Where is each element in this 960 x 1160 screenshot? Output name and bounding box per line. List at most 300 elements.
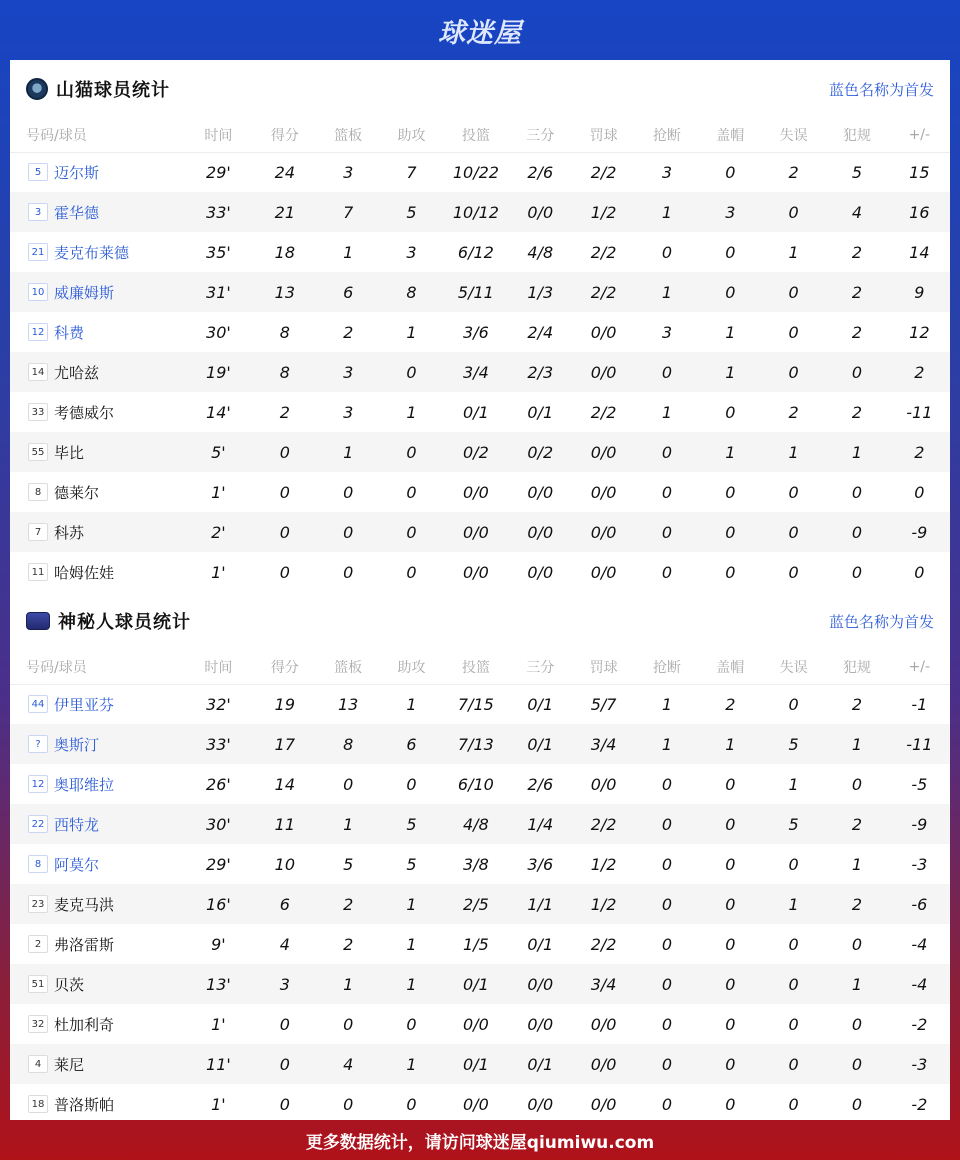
stat-cell: 0/0 <box>463 562 489 582</box>
table-row[interactable] <box>10 764 950 804</box>
stat-cell: 1 <box>788 242 799 262</box>
brand-logo: 球迷屋 <box>438 17 522 49</box>
player-cell <box>10 152 184 192</box>
player-name[interactable]: 哈姆佐娃 <box>54 563 115 582</box>
stat-cell: 8 <box>279 322 290 342</box>
stat-cell: 1 <box>635 192 698 232</box>
table-row[interactable] <box>10 1084 950 1124</box>
stat-cell: 24 <box>274 162 295 182</box>
stat-cell: 0 <box>851 1014 863 1034</box>
stat-cell: 1 <box>661 694 673 714</box>
stat-cell: 6/12 <box>457 242 494 262</box>
stat-cell: 0 <box>380 352 443 392</box>
section-header <box>10 60 950 118</box>
stat-cell: 2 <box>343 322 354 342</box>
stat-cell: 0 <box>279 1094 290 1114</box>
stat-cell: 1 <box>762 432 825 472</box>
stat-cell: 0 <box>825 512 888 552</box>
stat-cell: 2 <box>825 272 888 312</box>
starter-legend: 蓝色名称为首发 <box>828 612 934 631</box>
column-header: 助攻 <box>380 118 443 152</box>
stat-cell: 2/6 <box>527 774 554 794</box>
stat-cell: 0 <box>253 1044 316 1084</box>
jersey-number: 21 <box>28 243 48 261</box>
stat-cell: 5/7 <box>590 694 617 714</box>
stat-cell: 1' <box>211 1014 226 1034</box>
stat-cell: 0 <box>699 512 762 552</box>
stat-cell: 0/2 <box>509 432 572 472</box>
stat-cell: 0/1 <box>443 964 508 1004</box>
stat-cell: 0/1 <box>527 934 554 954</box>
team-section-mystics <box>10 592 950 1124</box>
stat-cell: 4 <box>279 934 290 954</box>
stat-cell: 2 <box>889 352 950 392</box>
stat-cell: 0/0 <box>527 1094 554 1114</box>
stat-cell: 0 <box>635 352 698 392</box>
stat-cell: 0 <box>699 964 762 1004</box>
player-cell <box>10 352 184 392</box>
player-name[interactable]: 弗洛雷斯 <box>54 935 115 954</box>
stat-cell: 29' <box>206 162 231 182</box>
stat-cell: 8 <box>317 724 380 764</box>
stat-cell: 0 <box>762 512 825 552</box>
stat-cell: 0 <box>406 774 417 794</box>
stat-cell: 0/0 <box>572 512 635 552</box>
stat-cell: 0/0 <box>463 1014 489 1034</box>
stat-cell: 4 <box>825 192 888 232</box>
stat-cell: 0/2 <box>443 432 508 472</box>
stat-cell: 5' <box>184 432 253 472</box>
stat-cell: 0/1 <box>527 694 554 714</box>
player-cell <box>10 192 184 232</box>
stat-cell: 1/1 <box>509 884 572 924</box>
stat-cell: 2/2 <box>590 162 617 182</box>
stat-cell: 10 <box>274 854 295 874</box>
table-row[interactable] <box>10 684 950 724</box>
jersey-number: 5 <box>28 163 48 181</box>
stat-cell: 2/3 <box>509 352 572 392</box>
stat-cell: -9 <box>889 804 950 844</box>
table-row[interactable] <box>10 964 950 1004</box>
table-row[interactable] <box>10 432 950 472</box>
stat-cell: 4/8 <box>443 804 508 844</box>
stat-cell: 0 <box>635 512 698 552</box>
player-cell <box>10 844 184 884</box>
stat-cell: 2 <box>343 934 354 954</box>
stat-cell: 1' <box>211 562 226 582</box>
stat-cell: 10/12 <box>443 192 508 232</box>
player-name[interactable]: 科费 <box>54 323 85 342</box>
table-row[interactable] <box>10 924 950 964</box>
stat-cell: 0/0 <box>590 562 617 582</box>
stat-cell: 1/3 <box>509 272 572 312</box>
stat-cell: 19' <box>184 352 253 392</box>
stat-cell: 3 <box>343 162 354 182</box>
stat-cell: 0 <box>725 774 736 794</box>
section-header <box>10 592 950 650</box>
table-row[interactable] <box>10 884 950 924</box>
stat-cell: 0 <box>343 562 354 582</box>
player-cell <box>10 964 184 1004</box>
stat-cell: 0 <box>343 1014 354 1034</box>
stat-cell: 0 <box>851 562 863 582</box>
jersey-number: 51 <box>28 975 48 993</box>
stat-cell: 0/0 <box>590 482 617 502</box>
stat-cell: 14 <box>274 774 295 794</box>
stat-cell: 0 <box>788 322 799 342</box>
stat-cell: 0 <box>406 1014 417 1034</box>
stat-cell: 0 <box>725 854 736 874</box>
column-header: 罚球 <box>572 650 635 684</box>
stat-cell: 1' <box>211 1094 226 1114</box>
stat-cell: 2 <box>788 402 799 422</box>
stat-cell: 0 <box>635 1044 698 1084</box>
player-name[interactable]: 麦克马洪 <box>54 895 115 914</box>
stat-cell: 4/8 <box>527 242 554 262</box>
stat-cell: 2/2 <box>590 934 617 954</box>
stat-cell: 0 <box>725 402 736 422</box>
stat-cell: 1 <box>380 1044 443 1084</box>
stat-cell: 0/1 <box>509 724 572 764</box>
stat-cell: -3 <box>911 854 928 874</box>
stat-cell: 1 <box>317 432 380 472</box>
column-header: 得分 <box>253 118 316 152</box>
stat-cell: 9' <box>211 934 226 954</box>
stat-cell: 1 <box>762 884 825 924</box>
stat-cell: 3 <box>317 352 380 392</box>
stat-cell: 6/10 <box>457 774 494 794</box>
stat-cell: 0 <box>343 1094 354 1114</box>
player-name[interactable]: 迈尔斯 <box>54 163 100 182</box>
stat-cell: 3/4 <box>443 352 508 392</box>
stat-cell: 5 <box>851 162 863 182</box>
player-cell <box>10 552 184 592</box>
stat-cell: 0 <box>661 1094 673 1114</box>
stat-cell: 2/6 <box>527 162 554 182</box>
jersey-number: 12 <box>28 323 48 341</box>
jersey-number: 44 <box>28 695 48 713</box>
stat-cell: 1 <box>699 724 762 764</box>
player-name[interactable]: 杜加利奇 <box>54 1015 115 1034</box>
stat-cell: 0 <box>914 482 925 502</box>
jersey-number: 8 <box>28 483 48 501</box>
stat-cell: 2 <box>889 432 950 472</box>
player-name[interactable]: 威廉姆斯 <box>54 283 115 302</box>
stat-cell: 0 <box>725 934 736 954</box>
table-row[interactable] <box>10 312 950 352</box>
column-header: +/- <box>889 118 950 152</box>
stat-cell: 0 <box>762 192 825 232</box>
player-cell <box>10 272 184 312</box>
column-header: 三分 <box>509 118 572 152</box>
stat-cell: 0/0 <box>572 432 635 472</box>
player-name[interactable]: 尤哈兹 <box>54 363 100 382</box>
stat-cell: 8 <box>253 352 316 392</box>
column-header: 犯规 <box>825 650 888 684</box>
footer-link[interactable]: 更多数据统计，请访问球迷屋qiumiwu.com <box>305 1132 655 1153</box>
stat-cell: 3 <box>253 964 316 1004</box>
stat-cell: 0 <box>788 854 799 874</box>
stat-cell: 2 <box>825 884 888 924</box>
stat-cell: 1 <box>725 322 736 342</box>
jersey-number: 4 <box>28 1055 48 1073</box>
player-cell <box>10 884 184 924</box>
stat-cell: 31' <box>184 272 253 312</box>
table-row[interactable] <box>10 552 950 592</box>
stat-cell: 0 <box>279 1014 290 1034</box>
stat-cell: 0 <box>661 774 673 794</box>
player-cell <box>10 684 184 724</box>
table-row[interactable] <box>10 472 950 512</box>
stat-cell: 0 <box>699 884 762 924</box>
stat-cell: -9 <box>889 512 950 552</box>
stat-cell: 13' <box>184 964 253 1004</box>
stat-cell: -5 <box>911 774 928 794</box>
stat-cell: 1 <box>699 352 762 392</box>
stat-cell: 2/2 <box>590 402 617 422</box>
table-row[interactable] <box>10 1044 950 1084</box>
column-header: 号码/球员 <box>10 650 184 684</box>
stat-cell: 30' <box>184 804 253 844</box>
team-section-lynx <box>10 60 950 592</box>
player-name[interactable]: 科苏 <box>54 523 85 542</box>
player-name[interactable]: 考德威尔 <box>54 403 115 422</box>
stat-cell: 1' <box>211 482 226 502</box>
column-header: 得分 <box>253 650 316 684</box>
stat-cell: 2/2 <box>572 804 635 844</box>
stat-cell: 5/11 <box>443 272 508 312</box>
stat-cell: 0/0 <box>463 1094 489 1114</box>
table-row[interactable] <box>10 192 950 232</box>
column-header: 投篮 <box>443 650 508 684</box>
jersey-number: 33 <box>28 403 48 421</box>
stat-cell: 0/1 <box>443 1044 508 1084</box>
stat-cell: 0/0 <box>527 482 554 502</box>
stat-cell: 0/1 <box>509 1044 572 1084</box>
stat-cell: 1/2 <box>590 854 617 874</box>
stat-cell: 0 <box>788 1014 799 1034</box>
jersey-number: 8 <box>28 855 48 873</box>
stat-cell: 0 <box>661 242 673 262</box>
table-row[interactable] <box>10 392 950 432</box>
stat-cell: 33' <box>184 724 253 764</box>
table-row[interactable] <box>10 724 950 764</box>
jersey-number: 12 <box>28 775 48 793</box>
stat-cell: 0 <box>279 482 290 502</box>
stat-cell: 14 <box>909 242 930 262</box>
player-name[interactable]: 伊里亚芬 <box>54 695 115 714</box>
stat-cell: 18 <box>274 242 295 262</box>
stat-cell: 0 <box>661 1014 673 1034</box>
stat-cell: -4 <box>911 934 928 954</box>
jersey-number: 22 <box>28 815 48 833</box>
player-cell <box>10 512 184 552</box>
stat-cell: 0 <box>279 562 290 582</box>
team-title: 神秘人球员统计 <box>58 612 191 633</box>
stat-cell: 0 <box>788 482 799 502</box>
stat-cell: 2/2 <box>590 242 617 262</box>
stat-cell: 13 <box>253 272 316 312</box>
stat-cell: -11 <box>889 724 950 764</box>
stat-cell: 0/0 <box>443 512 508 552</box>
player-name[interactable]: 阿莫尔 <box>54 855 100 874</box>
stats-table <box>10 118 950 592</box>
player-cell <box>10 724 184 764</box>
stat-cell: 0 <box>762 352 825 392</box>
player-name[interactable]: 贝茨 <box>54 975 85 994</box>
table-row[interactable] <box>10 804 950 844</box>
player-cell <box>10 472 184 512</box>
stat-cell: 8 <box>380 272 443 312</box>
stat-cell: 1 <box>825 724 888 764</box>
player-name[interactable]: 奥耶维拉 <box>54 775 115 794</box>
jersey-number: 23 <box>28 895 48 913</box>
stat-cell: 0 <box>851 1094 863 1114</box>
stat-cell: 0 <box>380 512 443 552</box>
jersey-number: 10 <box>28 283 48 301</box>
stat-cell: 5 <box>380 804 443 844</box>
stat-cell: 0 <box>699 1044 762 1084</box>
stat-cell: 2 <box>851 322 863 342</box>
stat-cell: 0/1 <box>527 402 554 422</box>
table-row[interactable] <box>10 512 950 552</box>
jersey-number: 11 <box>28 563 48 581</box>
stat-cell: 0 <box>699 804 762 844</box>
stat-cell: 1/2 <box>572 884 635 924</box>
team-logo-icon <box>26 78 48 100</box>
stat-cell: 0 <box>851 482 863 502</box>
stat-cell: 7/13 <box>443 724 508 764</box>
column-header: 号码/球员 <box>10 118 184 152</box>
jersey-number: 3 <box>28 203 48 221</box>
stat-cell: 7 <box>406 162 417 182</box>
stat-cell: 1 <box>380 964 443 1004</box>
stat-cell: 0 <box>253 432 316 472</box>
stat-cell: 0 <box>851 934 863 954</box>
stat-cell: 35' <box>206 242 231 262</box>
stat-cell: 0 <box>725 242 736 262</box>
column-header: 失误 <box>762 118 825 152</box>
stat-cell: 21 <box>253 192 316 232</box>
stat-cell: 1 <box>788 774 799 794</box>
player-name[interactable]: 麦克布莱德 <box>54 243 130 262</box>
stat-cell: 3/6 <box>463 322 489 342</box>
column-header: 篮板 <box>317 118 380 152</box>
player-cell <box>10 804 184 844</box>
stat-cell: 5 <box>762 804 825 844</box>
stat-cell: 2' <box>184 512 253 552</box>
column-header: 时间 <box>184 118 253 152</box>
player-name[interactable]: 霍华德 <box>54 203 100 222</box>
column-header: 盖帽 <box>699 650 762 684</box>
jersey-number: 2 <box>28 935 48 953</box>
table-row[interactable] <box>10 152 950 192</box>
table-row[interactable] <box>10 272 950 312</box>
stat-cell: 1 <box>343 242 354 262</box>
stat-cell: 1/2 <box>572 192 635 232</box>
table-row[interactable] <box>10 232 950 272</box>
table-row[interactable] <box>10 844 950 884</box>
stat-cell: 0 <box>825 1044 888 1084</box>
stat-cell: 11' <box>184 1044 253 1084</box>
stat-cell: 3 <box>343 402 354 422</box>
stat-cell: 0/0 <box>572 1044 635 1084</box>
stat-cell: 0 <box>253 512 316 552</box>
stat-cell: 2 <box>279 402 290 422</box>
stat-cell: 2 <box>851 402 863 422</box>
table-row[interactable] <box>10 352 950 392</box>
column-header: 犯规 <box>825 118 888 152</box>
stat-cell: 1 <box>406 694 417 714</box>
stat-cell: 0 <box>661 562 673 582</box>
team-title: 山猫球员统计 <box>56 80 170 101</box>
column-header-row <box>10 118 950 152</box>
stat-cell: 0 <box>343 482 354 502</box>
stat-cell: 0 <box>343 774 354 794</box>
stat-cell: 10/22 <box>452 162 499 182</box>
player-cell <box>10 1084 184 1124</box>
player-name[interactable]: 普洛斯帕 <box>54 1095 115 1114</box>
stat-cell: 26' <box>206 774 231 794</box>
stat-cell: 0 <box>635 884 698 924</box>
stat-cell: 2 <box>788 162 799 182</box>
stat-cell: 0 <box>725 482 736 502</box>
stat-cell: 5 <box>762 724 825 764</box>
stat-cell: 0/0 <box>527 1014 554 1034</box>
stat-cell: -11 <box>906 402 933 422</box>
player-cell <box>10 392 184 432</box>
stat-cell: 0/0 <box>572 352 635 392</box>
stat-cell: 16 <box>889 192 950 232</box>
stat-cell: 0 <box>762 1044 825 1084</box>
stat-cell: 1 <box>380 884 443 924</box>
stat-cell: 6 <box>380 724 443 764</box>
stat-cell: 2 <box>725 694 736 714</box>
stat-cell: 17 <box>253 724 316 764</box>
stat-cell: 0 <box>661 854 673 874</box>
player-name[interactable]: 莱尼 <box>54 1055 85 1074</box>
stat-cell: 0/0 <box>590 1094 617 1114</box>
stat-cell: 0 <box>699 272 762 312</box>
stat-cell: 1 <box>406 322 417 342</box>
stat-cell: 1 <box>635 724 698 764</box>
stat-cell: 0/0 <box>590 322 617 342</box>
player-name[interactable]: 德莱尔 <box>54 483 100 502</box>
column-header: 时间 <box>184 650 253 684</box>
stat-cell: 2 <box>825 804 888 844</box>
stat-cell: 0/0 <box>509 964 572 1004</box>
stat-cell: 30' <box>206 322 231 342</box>
stat-cell: 1 <box>825 964 888 1004</box>
stat-cell: 2 <box>317 884 380 924</box>
player-name[interactable]: 西特龙 <box>54 815 100 834</box>
player-name[interactable]: 毕比 <box>54 443 85 462</box>
stat-cell: 0 <box>725 1014 736 1034</box>
player-cell <box>10 924 184 964</box>
player-name[interactable]: 奥斯汀 <box>54 735 100 754</box>
stat-cell: 1 <box>699 432 762 472</box>
starter-legend: 蓝色名称为首发 <box>828 80 934 99</box>
column-header: 投篮 <box>443 118 508 152</box>
column-header-row <box>10 650 950 684</box>
stat-cell: 3/4 <box>572 964 635 1004</box>
stat-cell: 1/5 <box>463 934 489 954</box>
stat-cell: 0 <box>406 562 417 582</box>
stat-cell: 12 <box>909 322 930 342</box>
stat-cell: 0 <box>851 774 863 794</box>
stat-cell: 1 <box>851 854 863 874</box>
table-row[interactable] <box>10 1004 950 1044</box>
